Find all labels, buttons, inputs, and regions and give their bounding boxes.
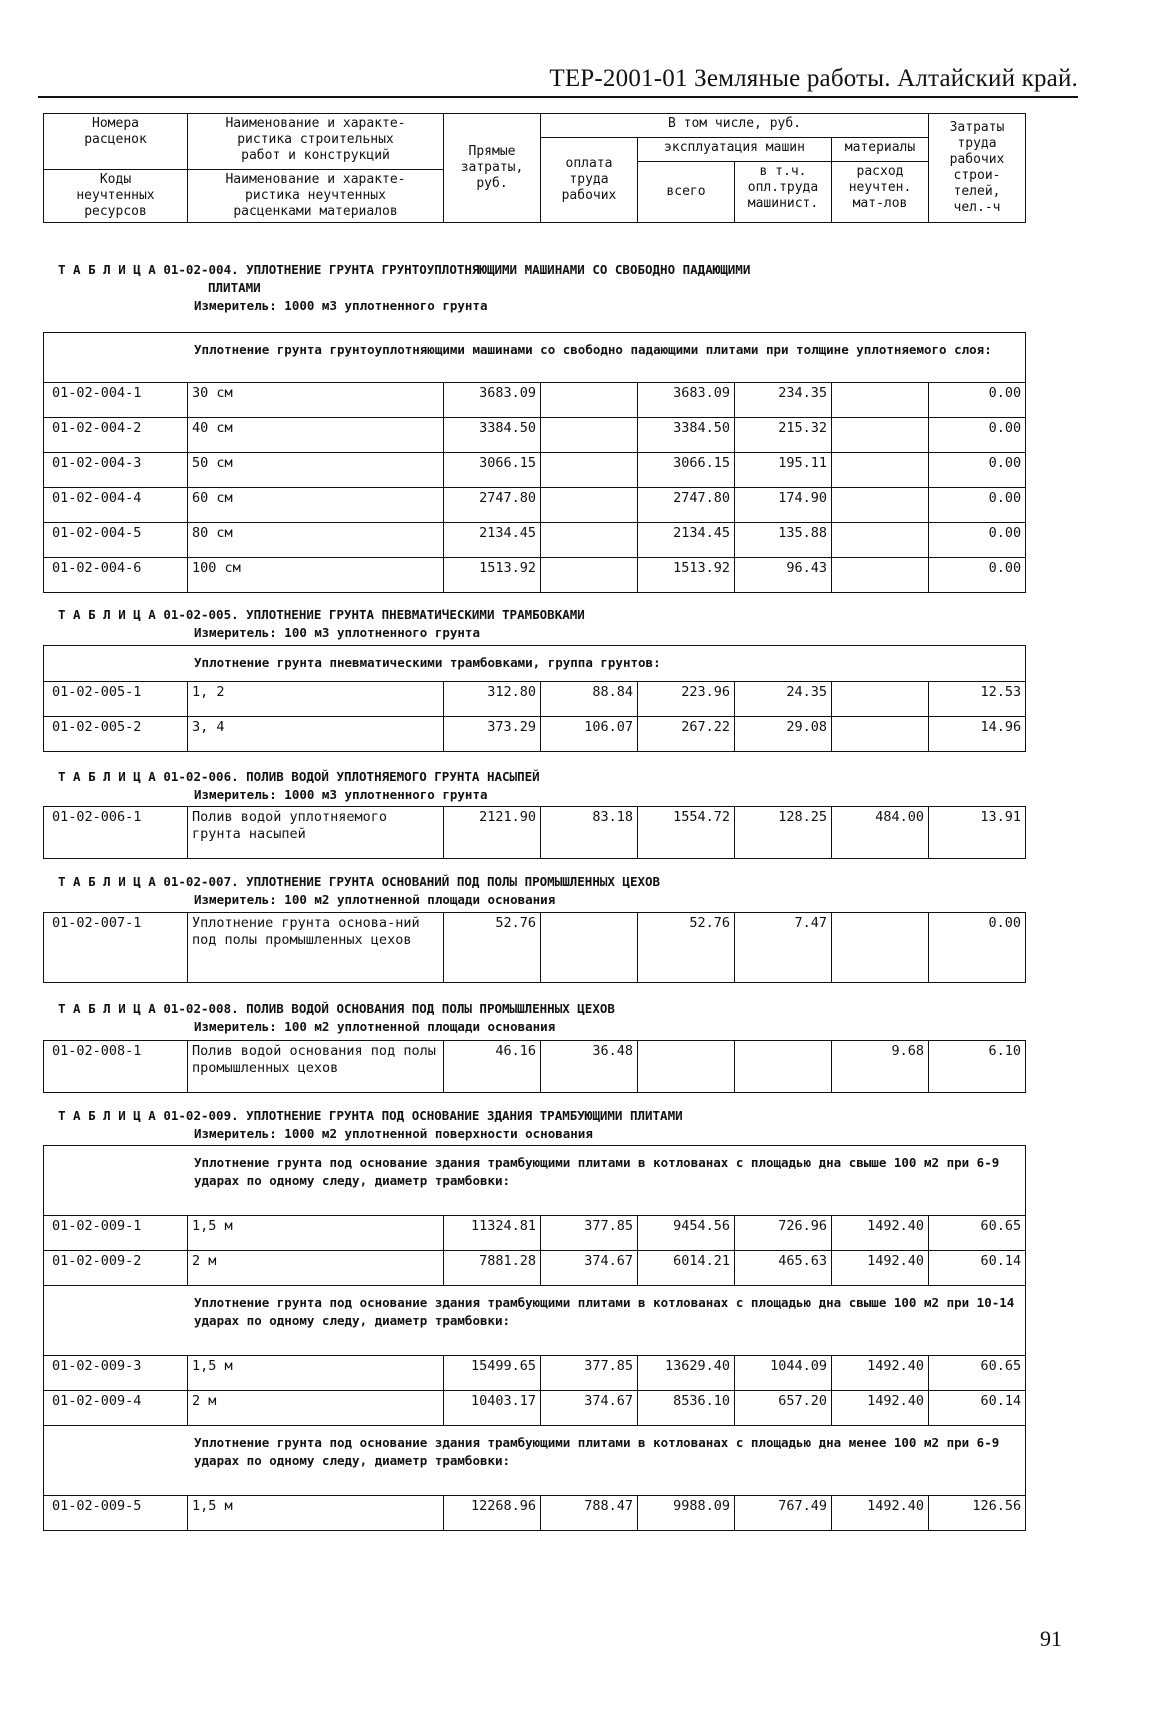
col-codes-top: Номера расценок bbox=[44, 114, 188, 170]
machinist-wages-cell: 174.90 bbox=[735, 488, 832, 523]
rate-code-cell: 01-02-009-5 bbox=[44, 1496, 188, 1531]
table-row bbox=[44, 1391, 1026, 1426]
labor-costs-cell: 0.00 bbox=[929, 523, 1026, 558]
direct-costs-cell: 373.29 bbox=[444, 717, 541, 752]
machines-total-cell: 267.22 bbox=[638, 717, 735, 752]
machinist-wages-cell: 128.25 bbox=[735, 807, 832, 859]
work-name-cell: 2 м bbox=[188, 1251, 444, 1286]
labor-costs-cell: 0.00 bbox=[929, 913, 1026, 983]
direct-costs-cell: 3683.09 bbox=[444, 383, 541, 418]
machinist-wages-cell: 234.35 bbox=[735, 383, 832, 418]
table-row bbox=[44, 523, 1026, 558]
rate-code-cell: 01-02-007-1 bbox=[44, 913, 188, 983]
wages-cell bbox=[541, 383, 638, 418]
table-caption-block bbox=[58, 1000, 615, 1036]
table-row bbox=[44, 717, 1026, 752]
table-unit: Измеритель: 1000 м2 уплотненной поверхности основания bbox=[194, 1126, 593, 1141]
materials-cell: 9.68 bbox=[832, 1041, 929, 1093]
rates-table bbox=[43, 806, 1026, 859]
table-subheading-row bbox=[44, 646, 1026, 682]
machinist-wages-cell bbox=[735, 1041, 832, 1093]
wages-cell: 377.85 bbox=[541, 1356, 638, 1391]
column-header-table bbox=[43, 113, 1026, 223]
table-caption-block bbox=[58, 606, 585, 642]
direct-costs-cell: 10403.17 bbox=[444, 1391, 541, 1426]
rates-table bbox=[43, 332, 1026, 593]
table-row bbox=[44, 1496, 1026, 1531]
col-materials-unaccounted: расход неучтен. мат-лов bbox=[832, 162, 929, 223]
rates-table bbox=[43, 1040, 1026, 1093]
work-name-cell: 2 м bbox=[188, 1391, 444, 1426]
wages-cell bbox=[541, 913, 638, 983]
wages-cell: 83.18 bbox=[541, 807, 638, 859]
direct-costs-cell: 15499.65 bbox=[444, 1356, 541, 1391]
direct-costs-cell: 2747.80 bbox=[444, 488, 541, 523]
table-caption: Т А Б Л И Ц А 01-02-008. ПОЛИВ ВОДОЙ ОСНОВАНИЯ ПОД ПОЛЫ ПРОМЫШЛЕННЫХ ЦЕХОВ bbox=[58, 1001, 615, 1016]
table-row bbox=[44, 682, 1026, 717]
materials-cell: 1492.40 bbox=[832, 1391, 929, 1426]
wages-cell bbox=[541, 558, 638, 593]
rate-code-cell: 01-02-009-4 bbox=[44, 1391, 188, 1426]
table-row bbox=[44, 913, 1026, 983]
table-caption-block bbox=[58, 261, 750, 315]
table-unit: Измеритель: 100 м3 уплотненного грунта bbox=[194, 625, 480, 640]
labor-costs-cell: 12.53 bbox=[929, 682, 1026, 717]
table-subheading-row bbox=[44, 1146, 1026, 1216]
direct-costs-cell: 12268.96 bbox=[444, 1496, 541, 1531]
machines-total-cell: 13629.40 bbox=[638, 1356, 735, 1391]
materials-cell bbox=[832, 523, 929, 558]
machines-total-cell: 3683.09 bbox=[638, 383, 735, 418]
work-name-cell: 60 см bbox=[188, 488, 444, 523]
machines-total-cell: 3384.50 bbox=[638, 418, 735, 453]
work-name-cell: Полив водой уплотняемого грунта насыпей bbox=[188, 807, 444, 859]
rates-table bbox=[43, 1145, 1026, 1531]
rates-table bbox=[43, 645, 1026, 752]
machines-total-cell: 9454.56 bbox=[638, 1216, 735, 1251]
rate-code-cell: 01-02-009-2 bbox=[44, 1251, 188, 1286]
materials-cell: 484.00 bbox=[832, 807, 929, 859]
rate-code-cell: 01-02-005-1 bbox=[44, 682, 188, 717]
wages-cell bbox=[541, 523, 638, 558]
labor-costs-cell: 126.56 bbox=[929, 1496, 1026, 1531]
table-unit: Измеритель: 1000 м3 уплотненного грунта bbox=[194, 298, 488, 313]
labor-costs-cell: 14.96 bbox=[929, 717, 1026, 752]
work-name-cell: 1,5 м bbox=[188, 1216, 444, 1251]
rate-code-cell: 01-02-006-1 bbox=[44, 807, 188, 859]
direct-costs-cell: 2134.45 bbox=[444, 523, 541, 558]
labor-costs-cell: 13.91 bbox=[929, 807, 1026, 859]
rate-code-cell: 01-02-008-1 bbox=[44, 1041, 188, 1093]
rate-code-cell: 01-02-004-5 bbox=[44, 523, 188, 558]
direct-costs-cell: 2121.90 bbox=[444, 807, 541, 859]
table-caption-block bbox=[58, 768, 540, 804]
machinist-wages-cell: 1044.09 bbox=[735, 1356, 832, 1391]
direct-costs-cell: 1513.92 bbox=[444, 558, 541, 593]
rate-code-cell: 01-02-004-3 bbox=[44, 453, 188, 488]
materials-cell bbox=[832, 558, 929, 593]
work-name-cell: 40 см bbox=[188, 418, 444, 453]
direct-costs-cell: 3384.50 bbox=[444, 418, 541, 453]
table-subheading: Уплотнение грунта под основание здания трамбующими плитами в котлованах с площадью дна свыше 100 м2 при 6-9 ударах по одному следу, диаметр трамбовки: bbox=[44, 1146, 1026, 1216]
wages-cell: 788.47 bbox=[541, 1496, 638, 1531]
table-row bbox=[44, 1041, 1026, 1093]
table-caption: Т А Б Л И Ц А 01-02-004. УПЛОТНЕНИЕ ГРУНТА ГРУНТОУПЛОТНЯЮЩИМИ МАШИНАМИ СО СВОБОДНО ПАДАЮЩИМИ bbox=[58, 262, 751, 277]
machinist-wages-cell: 135.88 bbox=[735, 523, 832, 558]
table-row bbox=[44, 1216, 1026, 1251]
work-name-cell: 50 см bbox=[188, 453, 444, 488]
machines-total-cell: 3066.15 bbox=[638, 453, 735, 488]
machines-total-cell: 52.76 bbox=[638, 913, 735, 983]
table-row bbox=[44, 1251, 1026, 1286]
machines-total-cell: 2747.80 bbox=[638, 488, 735, 523]
machinist-wages-cell: 29.08 bbox=[735, 717, 832, 752]
wages-cell: 36.48 bbox=[541, 1041, 638, 1093]
machines-total-cell: 1513.92 bbox=[638, 558, 735, 593]
work-name-cell: Полив водой основания под полы промышленных цехов bbox=[188, 1041, 444, 1093]
labor-costs-cell: 60.14 bbox=[929, 1391, 1026, 1426]
labor-costs-cell: 0.00 bbox=[929, 418, 1026, 453]
wages-cell bbox=[541, 453, 638, 488]
machines-total-cell: 6014.21 bbox=[638, 1251, 735, 1286]
machines-total-cell: 2134.45 bbox=[638, 523, 735, 558]
wages-cell: 374.67 bbox=[541, 1251, 638, 1286]
table-row bbox=[44, 453, 1026, 488]
machinist-wages-cell: 24.35 bbox=[735, 682, 832, 717]
table-subheading-row bbox=[44, 333, 1026, 383]
work-name-cell: 1,5 м bbox=[188, 1496, 444, 1531]
table-subheading: Уплотнение грунта пневматическими трамбовками, группа грунтов: bbox=[44, 646, 1026, 682]
table-subheading-row bbox=[44, 1426, 1026, 1496]
col-direct-costs: Прямые затраты, руб. bbox=[444, 114, 541, 223]
page-title: ТЕР-2001-01 Земляные работы. Алтайский край. bbox=[549, 65, 1078, 92]
table-row bbox=[44, 418, 1026, 453]
machinist-wages-cell: 7.47 bbox=[735, 913, 832, 983]
wages-cell bbox=[541, 488, 638, 523]
col-including: В том числе, руб. bbox=[541, 114, 929, 138]
labor-costs-cell: 60.14 bbox=[929, 1251, 1026, 1286]
materials-cell bbox=[832, 913, 929, 983]
table-row bbox=[44, 807, 1026, 859]
materials-cell bbox=[832, 418, 929, 453]
machines-total-cell: 9988.09 bbox=[638, 1496, 735, 1531]
materials-cell: 1492.40 bbox=[832, 1251, 929, 1286]
rate-code-cell: 01-02-004-2 bbox=[44, 418, 188, 453]
machinist-wages-cell: 96.43 bbox=[735, 558, 832, 593]
table-subheading: Уплотнение грунта грунтоуплотняющими машинами со свободно падающими плитами при толщине уплотняемого слоя: bbox=[44, 333, 1026, 383]
machinist-wages-cell: 657.20 bbox=[735, 1391, 832, 1426]
work-name-cell: 1, 2 bbox=[188, 682, 444, 717]
wages-cell: 106.07 bbox=[541, 717, 638, 752]
table-caption: Т А Б Л И Ц А 01-02-007. УПЛОТНЕНИЕ ГРУНТА ОСНОВАНИЙ ПОД ПОЛЫ ПРОМЫШЛЕННЫХ ЦЕХОВ bbox=[58, 874, 661, 889]
table-caption-block bbox=[58, 1107, 683, 1143]
col-machines: эксплуатация машин bbox=[638, 138, 832, 162]
rate-code-cell: 01-02-004-6 bbox=[44, 558, 188, 593]
table-subheading: Уплотнение грунта под основание здания трамбующими плитами в котлованах с площадью дна свыше 100 м2 при 10-14 ударах по одному следу, диаметр трамбовки: bbox=[44, 1286, 1026, 1356]
col-labor-costs: Затраты труда рабочих строи- телей, чел.-ч bbox=[929, 114, 1026, 223]
table-unit: Измеритель: 1000 м3 уплотненного грунта bbox=[194, 787, 488, 802]
table-unit: Измеритель: 100 м2 уплотненной площади основания bbox=[194, 1019, 556, 1034]
direct-costs-cell: 312.80 bbox=[444, 682, 541, 717]
table-row bbox=[44, 383, 1026, 418]
labor-costs-cell: 60.65 bbox=[929, 1216, 1026, 1251]
page-header bbox=[38, 62, 1078, 98]
col-machines-total: всего bbox=[638, 162, 735, 223]
page-number: 91 bbox=[1040, 1626, 1062, 1651]
table-subheading: Уплотнение грунта под основание здания трамбующими плитами в котлованах с площадью дна менее 100 м2 при 6-9 ударах по одному следу, диаметр трамбовки: bbox=[44, 1426, 1026, 1496]
table-row bbox=[44, 1356, 1026, 1391]
machinist-wages-cell: 767.49 bbox=[735, 1496, 832, 1531]
table-caption-continued: ПЛИТАМИ bbox=[208, 280, 261, 295]
machines-total-cell: 8536.10 bbox=[638, 1391, 735, 1426]
materials-cell bbox=[832, 488, 929, 523]
materials-cell bbox=[832, 717, 929, 752]
table-row bbox=[44, 558, 1026, 593]
machines-total-cell: 223.96 bbox=[638, 682, 735, 717]
labor-costs-cell: 0.00 bbox=[929, 453, 1026, 488]
table-row bbox=[44, 488, 1026, 523]
work-name-cell: 30 см bbox=[188, 383, 444, 418]
col-codes-bottom: Коды неучтенных ресурсов bbox=[44, 170, 188, 223]
labor-costs-cell: 0.00 bbox=[929, 488, 1026, 523]
direct-costs-cell: 3066.15 bbox=[444, 453, 541, 488]
table-caption: Т А Б Л И Ц А 01-02-005. УПЛОТНЕНИЕ ГРУНТА ПНЕВМАТИЧЕСКИМИ ТРАМБОВКАМИ bbox=[58, 607, 585, 622]
table-caption-block bbox=[58, 873, 660, 909]
machinist-wages-cell: 465.63 bbox=[735, 1251, 832, 1286]
machines-total-cell bbox=[638, 1041, 735, 1093]
machines-total-cell: 1554.72 bbox=[638, 807, 735, 859]
wages-cell bbox=[541, 418, 638, 453]
wages-cell: 88.84 bbox=[541, 682, 638, 717]
col-machines-wages: в т.ч. опл.труда машинист. bbox=[735, 162, 832, 223]
direct-costs-cell: 46.16 bbox=[444, 1041, 541, 1093]
materials-cell bbox=[832, 383, 929, 418]
col-wages: оплата труда рабочих bbox=[541, 138, 638, 223]
work-name-cell: 3, 4 bbox=[188, 717, 444, 752]
materials-cell: 1492.40 bbox=[832, 1216, 929, 1251]
rate-code-cell: 01-02-005-2 bbox=[44, 717, 188, 752]
rate-code-cell: 01-02-004-4 bbox=[44, 488, 188, 523]
machinist-wages-cell: 215.32 bbox=[735, 418, 832, 453]
table-unit: Измеритель: 100 м2 уплотненной площади основания bbox=[194, 892, 556, 907]
rate-code-cell: 01-02-004-1 bbox=[44, 383, 188, 418]
labor-costs-cell: 0.00 bbox=[929, 383, 1026, 418]
rate-code-cell: 01-02-009-3 bbox=[44, 1356, 188, 1391]
machinist-wages-cell: 195.11 bbox=[735, 453, 832, 488]
wages-cell: 377.85 bbox=[541, 1216, 638, 1251]
rate-code-cell: 01-02-009-1 bbox=[44, 1216, 188, 1251]
col-materials: материалы bbox=[832, 138, 929, 162]
materials-cell bbox=[832, 682, 929, 717]
table-caption: Т А Б Л И Ц А 01-02-009. УПЛОТНЕНИЕ ГРУНТА ПОД ОСНОВАНИЕ ЗДАНИЯ ТРАМБУЮЩИМИ ПЛИТАМИ bbox=[58, 1108, 683, 1123]
materials-cell bbox=[832, 453, 929, 488]
direct-costs-cell: 11324.81 bbox=[444, 1216, 541, 1251]
work-name-cell: 100 см bbox=[188, 558, 444, 593]
materials-cell: 1492.40 bbox=[832, 1356, 929, 1391]
wages-cell: 374.67 bbox=[541, 1391, 638, 1426]
work-name-cell: 1,5 м bbox=[188, 1356, 444, 1391]
materials-cell: 1492.40 bbox=[832, 1496, 929, 1531]
direct-costs-cell: 52.76 bbox=[444, 913, 541, 983]
machinist-wages-cell: 726.96 bbox=[735, 1216, 832, 1251]
labor-costs-cell: 60.65 bbox=[929, 1356, 1026, 1391]
labor-costs-cell: 6.10 bbox=[929, 1041, 1026, 1093]
col-name-bottom: Наименование и характе- ристика неучтенных расценками материалов bbox=[188, 170, 444, 223]
table-subheading-row bbox=[44, 1286, 1026, 1356]
direct-costs-cell: 7881.28 bbox=[444, 1251, 541, 1286]
rates-table bbox=[43, 912, 1026, 983]
table-caption: Т А Б Л И Ц А 01-02-006. ПОЛИВ ВОДОЙ УПЛОТНЯЕМОГО ГРУНТА НАСЫПЕЙ bbox=[58, 769, 540, 784]
col-name-top: Наименование и характе- ристика строительных работ и конструкций bbox=[188, 114, 444, 170]
labor-costs-cell: 0.00 bbox=[929, 558, 1026, 593]
work-name-cell: 80 см bbox=[188, 523, 444, 558]
work-name-cell: Уплотнение грунта основа-ний под полы промышленных цехов bbox=[188, 913, 444, 983]
